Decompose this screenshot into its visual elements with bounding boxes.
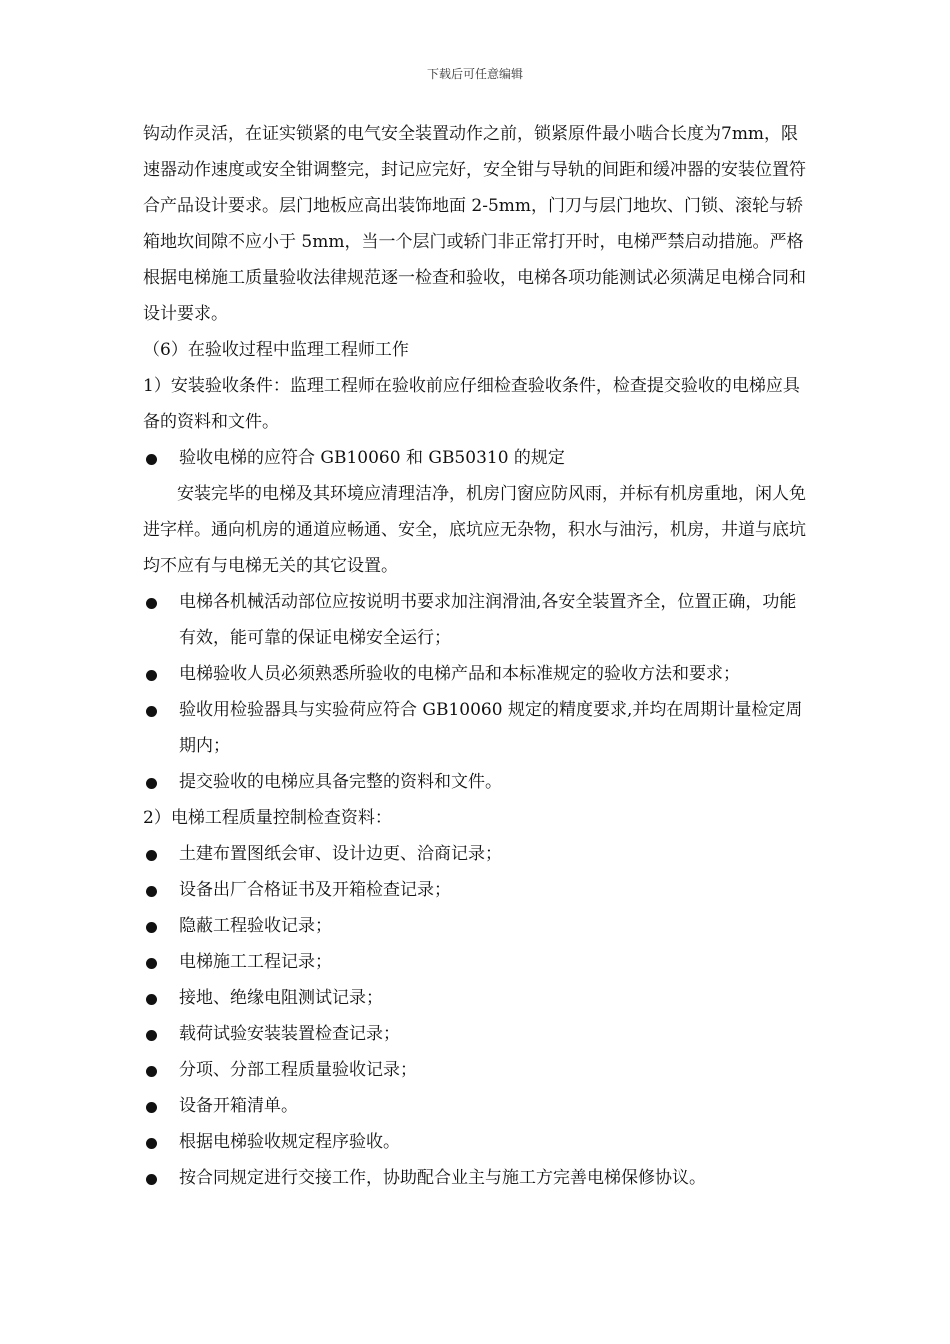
- item1-title: 1）安装验收条件：监理工程师在验收前应仔细检查验收条件，检查提交验收的电梯应具备的资料和文件。: [143, 376, 800, 432]
- bullet-text: 设备开箱清单。: [179, 1096, 298, 1116]
- bullet-text: 电梯验收人员必须熟悉所验收的电梯产品和本标准规定的验收方法和要求；: [179, 664, 740, 684]
- bullet-item: [143, 908, 811, 944]
- bullet-item: [143, 980, 811, 1016]
- bullet-item: [143, 764, 811, 800]
- bullet-item: [143, 584, 811, 656]
- bullet-icon: [146, 1174, 157, 1185]
- bullet-item: [143, 656, 811, 692]
- document-body: [143, 116, 811, 1196]
- bullet-icon: [146, 778, 157, 789]
- bullet-text: 土建布置图纸会审、设计边更、洽商记录；: [179, 844, 502, 864]
- bullet-item: [143, 440, 811, 476]
- bullet-icon: [146, 886, 157, 897]
- bullet-icon: [146, 670, 157, 681]
- bullet-icon: [146, 994, 157, 1005]
- bullet-icon: [146, 1102, 157, 1113]
- section-title: （6）在验收过程中监理工程师工作: [143, 340, 409, 360]
- bullet-icon: [146, 706, 157, 717]
- bullet-text: 验收电梯的应符合 GB10060 和 GB50310 的规定: [179, 448, 565, 468]
- bullet-text: 电梯施工工程记录；: [179, 952, 332, 972]
- item2-title: 2）电梯工程质量控制检查资料：: [143, 808, 392, 828]
- bullet-icon: [146, 922, 157, 933]
- bullet-icon: [146, 598, 157, 609]
- bullet-item: [143, 1016, 811, 1052]
- bullet-item: [143, 1088, 811, 1124]
- bullet-text: 设备出厂合格证书及开箱检查记录；: [179, 880, 451, 900]
- bullet-item: [143, 1124, 811, 1160]
- bullet-item: [143, 944, 811, 980]
- bullet-text: 载荷试验安装装置检查记录；: [179, 1024, 400, 1044]
- bullet-text: 接地、绝缘电阻测试记录；: [179, 988, 383, 1008]
- paragraph-intro: 钩动作灵活，在证实锁紧的电气安全装置动作之前，锁紧原件最小啮合长度为7mm，限速器动作速度或安全钳调整完，封记应完好，安全钳与导轨的间距和缓冲器的安装位置符合产品设计要求。层门地板应高出装饰地面 2-5mm，门刀与层门地坎、门锁、滚轮与轿箱地坎间隙不应小于 5mm，当一个层门或轿门非正常打开时，电梯严禁启动措施。严格根据电梯施工质量验收法律规范逐一检查和验收，电梯各项功能测试必须满足电梯合同和设计要求。: [143, 124, 806, 324]
- bullet-icon: [146, 958, 157, 969]
- bullet-icon: [146, 1030, 157, 1041]
- bullet-text: 根据电梯验收规定程序验收。: [179, 1132, 400, 1152]
- bullet-icon: [146, 850, 157, 861]
- bullet-icon: [146, 1066, 157, 1077]
- bullet-item: [143, 1052, 811, 1088]
- bullet-text: 隐蔽工程验收记录；: [179, 916, 332, 936]
- bullet-item: [143, 836, 811, 872]
- bullet-icon: [146, 454, 157, 465]
- bullet-icon: [146, 1138, 157, 1149]
- bullet-text: 电梯各机械活动部位应按说明书要求加注润滑油,各安全装置齐全，位置正确，功能有效，能可靠的保证电梯安全运行；: [179, 592, 797, 648]
- bullet-text: 提交验收的电梯应具备完整的资料和文件。: [179, 772, 502, 792]
- bullet-item: [143, 692, 811, 764]
- paragraph-environment: 安装完毕的电梯及其环境应清理洁净，机房门窗应防风雨，并标有机房重地，闲人免进字样。通向机房的通道应畅通、安全，底坑应无杂物，积水与油污，机房，井道与底坑均不应有与电梯无关的其它设置。: [143, 484, 806, 576]
- bullet-item: [143, 872, 811, 908]
- bullet-text: 分项、分部工程质量验收记录；: [179, 1060, 417, 1080]
- page-header: 下载后可任意编辑: [426, 67, 523, 81]
- bullet-text: 按合同规定进行交接工作，协助配合业主与施工方完善电梯保修协议。: [179, 1168, 706, 1188]
- bullet-text: 验收用检验器具与实验荷应符合 GB10060 规定的精度要求,并均在周期计量检定周期内；: [179, 700, 803, 756]
- bullet-item: [143, 1160, 811, 1196]
